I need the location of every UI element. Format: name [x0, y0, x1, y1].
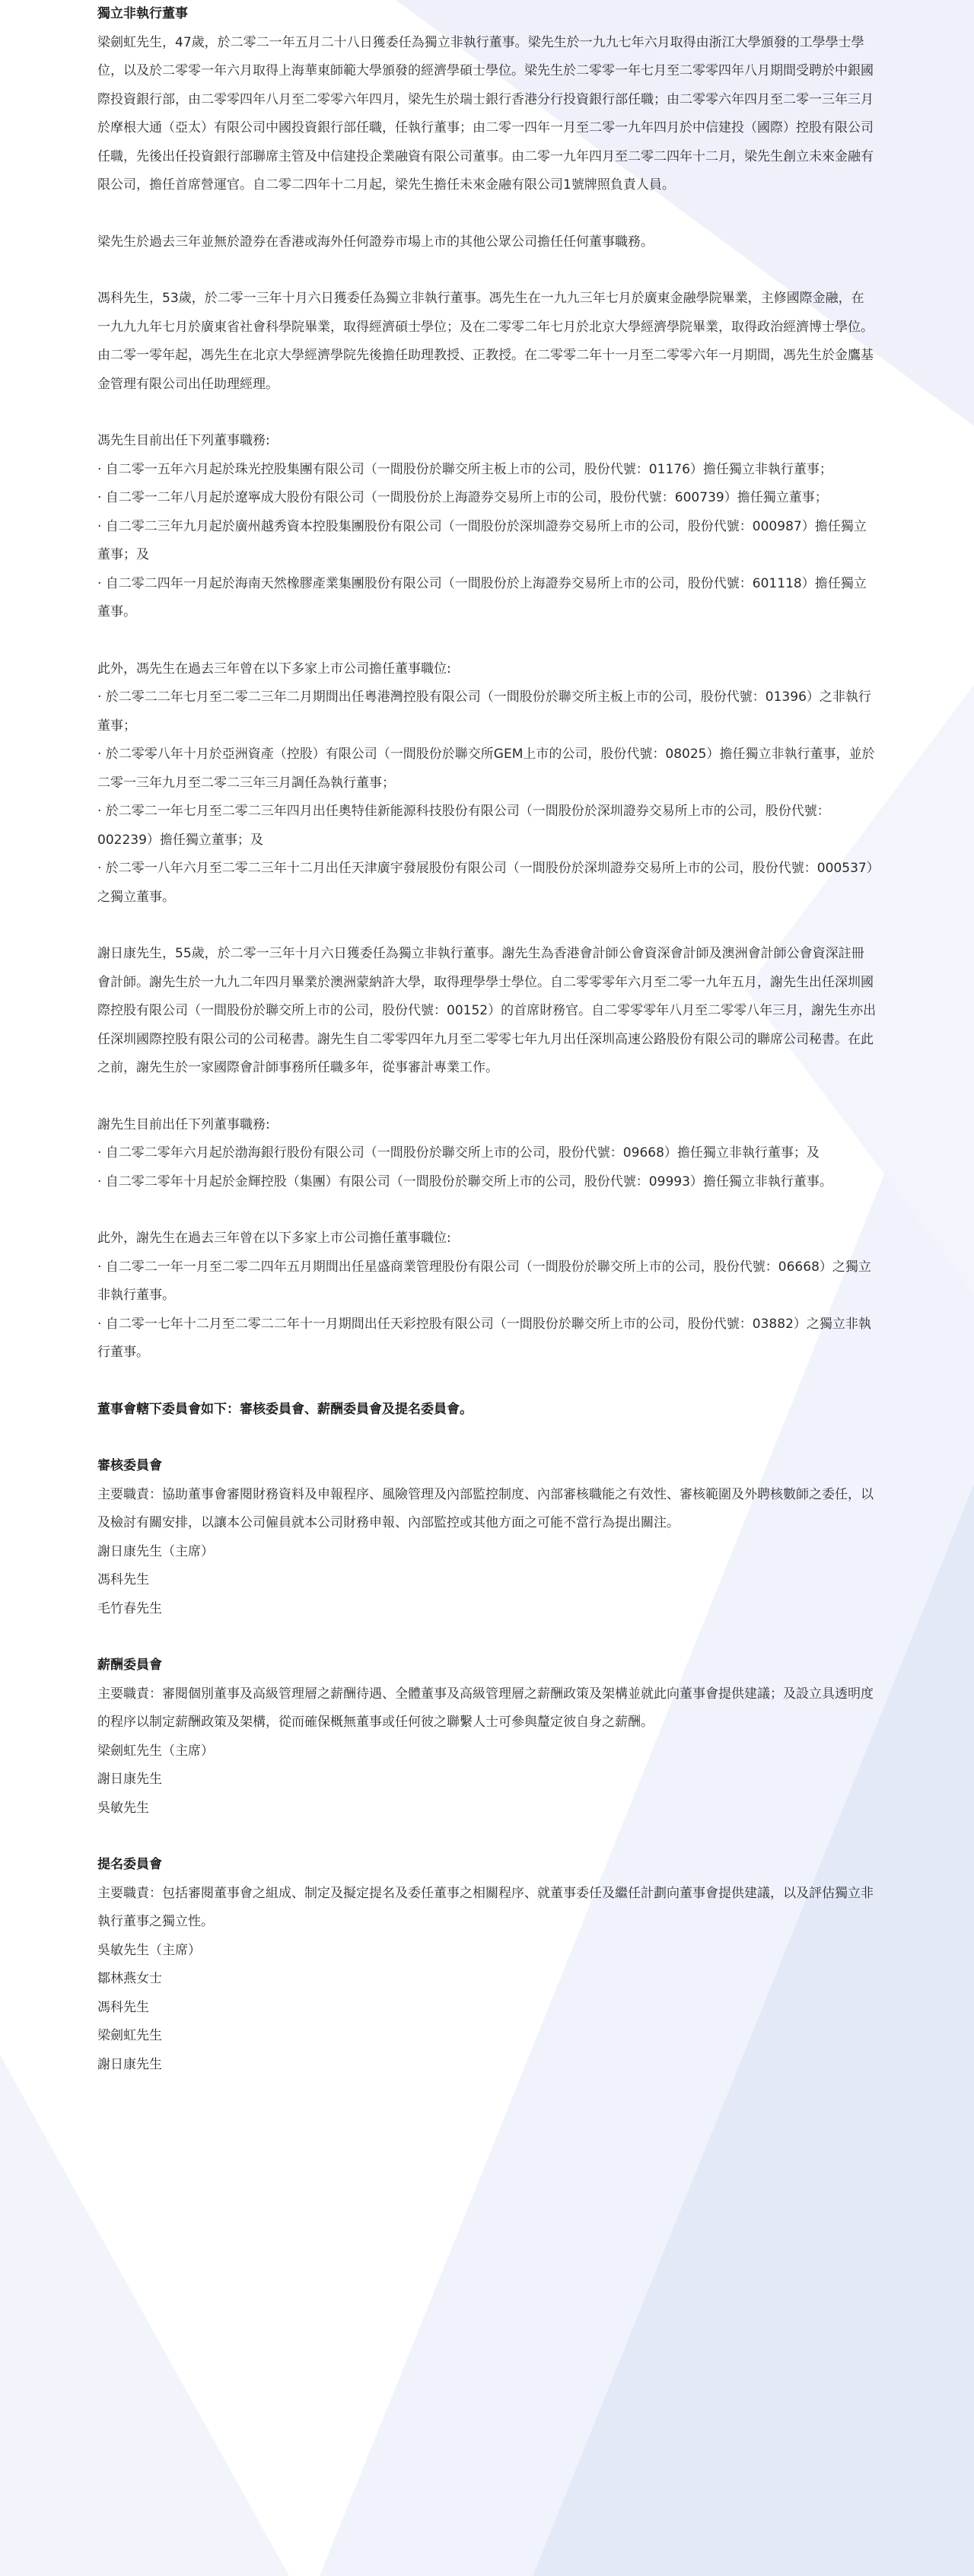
- committee-member: 謝日康先生: [97, 2056, 162, 2072]
- liang-note: 梁先生於過去三年並無於證券在香港或海外任何證券市場上市的其他公眾公司擔任任何董事職務。: [97, 234, 654, 250]
- nomination-committee-duties: 主要職責：包括審閱董事會之組成、制定及擬定提名及委任董事之相關程序、就董事委任及繼任計劃向董事會提供建議，以及評估獨立非執行董事之獨立性。: [97, 1885, 874, 1929]
- liang-biography: 梁劍虹先生，47歲，於二零二一年五月二十八日獲委任為獨立非執行董事。梁先生於一九九七年六月取得由浙江大學頒發的工學學士學位，以及於二零零一年六月取得上海華東師範大學頒發的經濟學碩士學位。梁先生於二零零一年七月至二零零四年八月期間受聘於中銀國際投資銀行部，由二零零四年八月至二零零六年四月，梁先生於瑞士銀行香港分行投資銀行部任職；由二零零六年四月至二零一三年三月於摩根大通（亞太）有限公司中國投資銀行部任職，任執行董事；由二零一四年一月至二零一九年四月於中信建投（國際）控股有限公司任職，先後出任投資銀行部聯席主管及中信建投企業融資有限公司董事。由二零一九年四月至二零二四年十二月，梁先生創立未來金融有限公司，擔任首席營運官。自二零二四年十二月起，梁先生擔任未來金融有限公司1號牌照負責人員。: [97, 34, 874, 193]
- list-item: · 自二零二三年九月起於廣州越秀資本控股集團股份有限公司（一間股份於深圳證券交易所上市的公司，股份代號：000987）擔任獨立董事；及: [97, 518, 867, 562]
- list-item: · 自二零二一年一月至二零二四年五月期間出任星盛商業管理股份有限公司（一間股份於聯交所上市的公司，股份代號：06668）之獨立非執行董事。: [97, 1259, 871, 1303]
- committee-member: 馮科先生: [97, 1999, 149, 2015]
- remuneration-committee-title: 薪酬委員會: [97, 1657, 162, 1673]
- feng-past-intro: 此外，馮先生在過去三年曾在以下多家上市公司擔任董事職位:: [97, 661, 451, 677]
- committee-member: 謝日康先生（主席）: [97, 1543, 214, 1559]
- list-item: · 自二零二四年一月起於海南天然橡膠產業集團股份有限公司（一間股份於上海證券交易所上市的公司，股份代號：601118）擔任獨立董事。: [97, 575, 867, 619]
- committee-member: 吳敏先生（主席）: [97, 1942, 201, 1958]
- committees-intro: 董事會轄下委員會如下：審核委員會、薪酬委員會及提名委員會。: [97, 1401, 473, 1417]
- audit-committee-title: 審核委員會: [97, 1458, 162, 1473]
- list-item: · 自二零一二年八月起於遼寧成大股份有限公司（一間股份於上海證券交易所上市的公司，股份代號：600739）擔任獨立董事；: [97, 490, 828, 505]
- tse-current-intro: 謝先生目前出任下列董事職務:: [97, 1116, 270, 1132]
- committee-member: 馮科先生: [97, 1572, 149, 1587]
- list-item: · 自二零一七年十二月至二零二二年十一月期間出任天彩控股有限公司（一間股份於聯交所上市的公司，股份代號：03882）之獨立非執行董事。: [97, 1316, 871, 1360]
- list-item: · 於二零二二年七月至二零二三年二月期間出任粵港灣控股有限公司（一間股份於聯交所主板上市的公司，股份代號：01396）之非執行董事；: [97, 689, 871, 734]
- list-item: · 於二零零八年十月於亞洲資產（控股）有限公司（一間股份於聯交所GEM上市的公司，股份代號：08025）擔任獨立非執行董事，並於二零一三年九月至二零二三年三月調任為執行董事；: [97, 747, 875, 791]
- list-item: · 自二零一五年六月起於珠光控股集團有限公司（一間股份於聯交所主板上市的公司，股份代號：01176）擔任獨立非執行董事；: [97, 461, 832, 477]
- list-item: · 於二零二一年七月至二零二三年四月出任奧特佳新能源科技股份有限公司（一間股份於深圳證券交易所上市的公司，股份代號：002239）擔任獨立董事；及: [97, 804, 830, 848]
- remuneration-committee-duties: 主要職責：審閱個別董事及高級管理層之薪酬待遇、全體董事及高級管理層之薪酬政策及架構並就此向董事會提供建議；及設立具透明度的程序以制定薪酬政策及架構，從而確保概無董事或任何彼之聯繫人士可參與釐定彼自身之薪酬。: [97, 1686, 874, 1730]
- section-heading-ined: 獨立非執行董事: [97, 6, 188, 21]
- feng-current-intro: 馮先生目前出任下列董事職務:: [97, 433, 270, 448]
- list-item: · 自二零二零年十月起於金輝控股（集團）有限公司（一間股份於聯交所上市的公司，股份代號：09993）擔任獨立非執行董事。: [97, 1173, 832, 1189]
- committee-member: 梁劍虹先生: [97, 2028, 162, 2043]
- nomination-committee-title: 提名委員會: [97, 1857, 162, 1872]
- feng-biography: 馮科先生，53歲，於二零一三年十月六日獲委任為獨立非執行董事。馮先生在一九九三年七月於廣東金融學院畢業，主修國際金融，在一九九九年七月於廣東省社會科學院畢業，取得經濟碩士學位；及在二零零二年七月於北京大學經濟學院畢業，取得政治經濟博士學位。由二零一零年起，馮先生在北京大學經濟學院先後擔任助理教授、正教授。在二零零二年十一月至二零零六年一月期間，馮先生於金鷹基金管理有限公司出任助理經理。: [97, 291, 874, 392]
- committee-member: 吳敏先生: [97, 1800, 149, 1816]
- list-item: · 自二零二零年六月起於渤海銀行股份有限公司（一間股份於聯交所上市的公司，股份代號：09668）擔任獨立非執行董事；及: [97, 1145, 820, 1161]
- list-item: · 於二零一八年六月至二零二三年十二月出任天津廣宇發展股份有限公司（一間股份於深圳證券交易所上市的公司，股份代號：000537）之獨立董事。: [97, 861, 874, 905]
- committee-member: 梁劍虹先生（主席）: [97, 1743, 214, 1759]
- tse-biography: 謝日康先生，55歲，於二零一三年十月六日獲委任為獨立非執行董事。謝先生為香港會計師公會資深會計師及澳洲會計師公會資深註冊會計師。謝先生於一九九二年四月畢業於澳洲蒙納許大學，取得理學學士學位。自二零零零年六月至二零一九年五月，謝先生出任深圳國際控股有限公司（一間股份於聯交所上市的公司，股份代號：00152）的首席財務官。自二零零零年八月至二零零八年三月，謝先生亦出任深圳國際控股有限公司的公司秘書。謝先生自二零零四年九月至二零零七年九月出任深圳高速公路股份有限公司的聯席公司秘書。在此之前，謝先生於一家國際會計師事務所任職多年，從事審計專業工作。: [97, 946, 877, 1075]
- committee-member: 毛竹春先生: [97, 1600, 162, 1616]
- audit-committee-duties: 主要職責：協助董事會審閱財務資料及申報程序、風險管理及內部監控制度、內部審核職能之有效性、審核範圍及外聘核數師之委任，以及檢討有關安排，以讓本公司僱員就本公司財務申報、內部監控或其他方面之可能不當行為提出關注。: [97, 1486, 874, 1530]
- committee-member: 謝日康先生: [97, 1772, 162, 1787]
- document-body: [97, 0, 877, 2079]
- committee-member: 鄒林燕女士: [97, 1971, 162, 1986]
- tse-past-intro: 此外，謝先生在過去三年曾在以下多家上市公司擔任董事職位:: [97, 1231, 451, 1246]
